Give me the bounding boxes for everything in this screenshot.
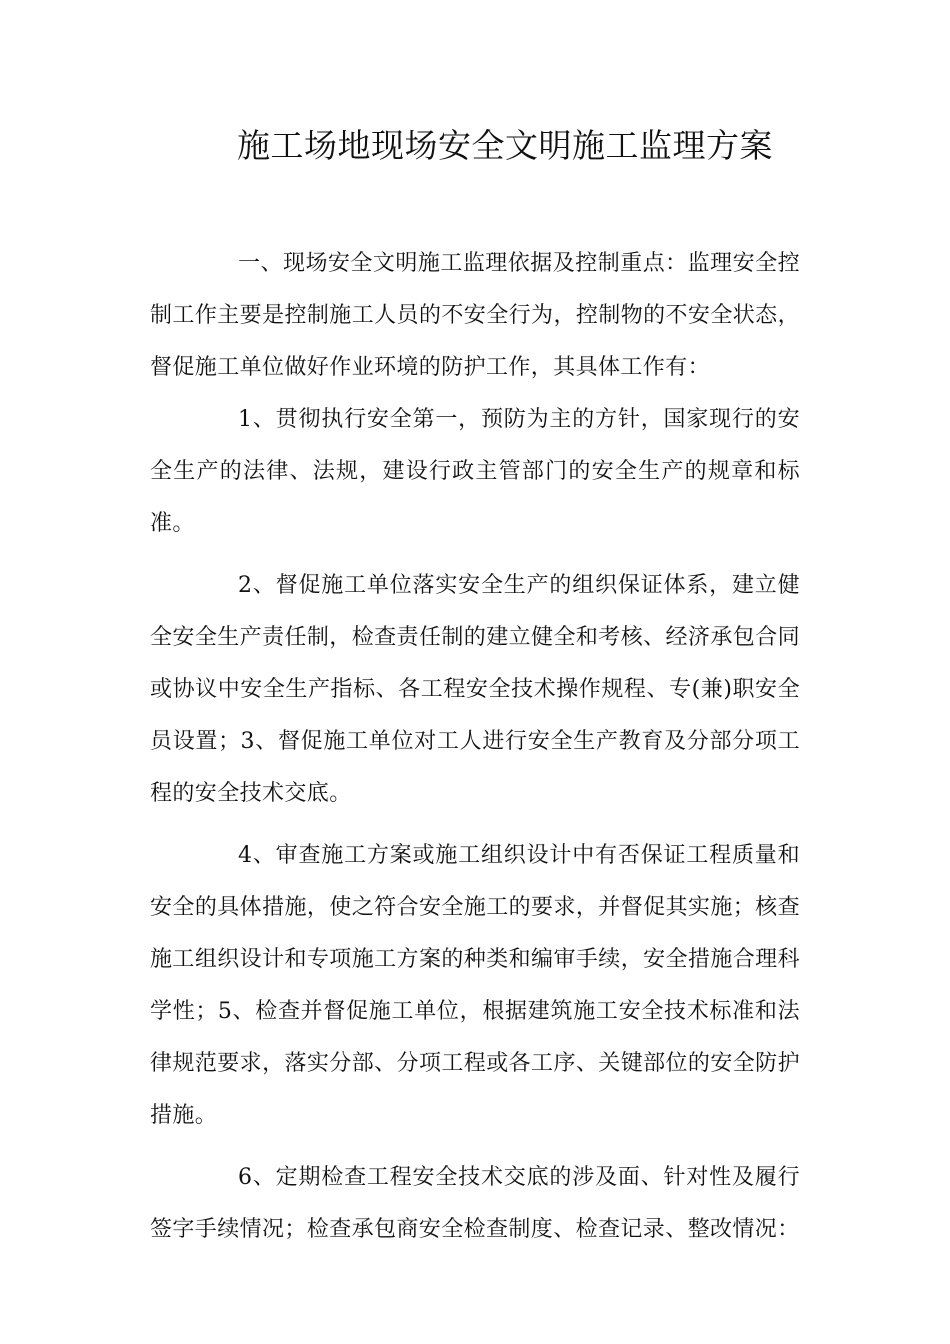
paragraph-item-2-3: 2、督促施工单位落实安全生产的组织保证体系，建立健全安全生产责任制，检查责任制的建立健全和考核、经济承包合同或协议中安全生产指标、各工程安全技术操作规程、专(兼)职安全员设置；3、督促施工单位对工人进行安全生产教育及分部分项工程的安全技术交底。 (150, 573, 800, 806)
paragraph-item-6: 6、定期检查工程安全技术交底的涉及面、针对性及履行签字手续情况；检查承包商安全检查制度、检查记录、整改情况： (150, 1165, 800, 1242)
document-body (150, 238, 800, 1256)
document-title: 施工场地现场安全文明施工监理方案 (237, 126, 773, 165)
paragraph-item-1: 1、贯彻执行安全第一，预防为主的方针，国家现行的安全生产的法律、法规，建设行政主管部门的安全生产的规章和标准。 (150, 407, 800, 536)
paragraph-intro: 一、现场安全文明施工监理依据及控制重点：监理安全控制工作主要是控制施工人员的不安全行为，控制物的不安全状态，督促施工单位做好作业环境的防护工作，其具体工作有： (150, 251, 800, 380)
paragraph-item-4-5: 4、审查施工方案或施工组织设计中有否保证工程质量和安全的具体措施，使之符合安全施工的要求，并督促其实施；核查施工组织设计和专项施工方案的种类和编审手续，安全措施合理科学性；5、检查并督促施工单位，根据建筑施工安全技术标准和法律规范要求，落实分部、分项工程或各工序、关键部位的安全防护措施。 (150, 843, 800, 1128)
